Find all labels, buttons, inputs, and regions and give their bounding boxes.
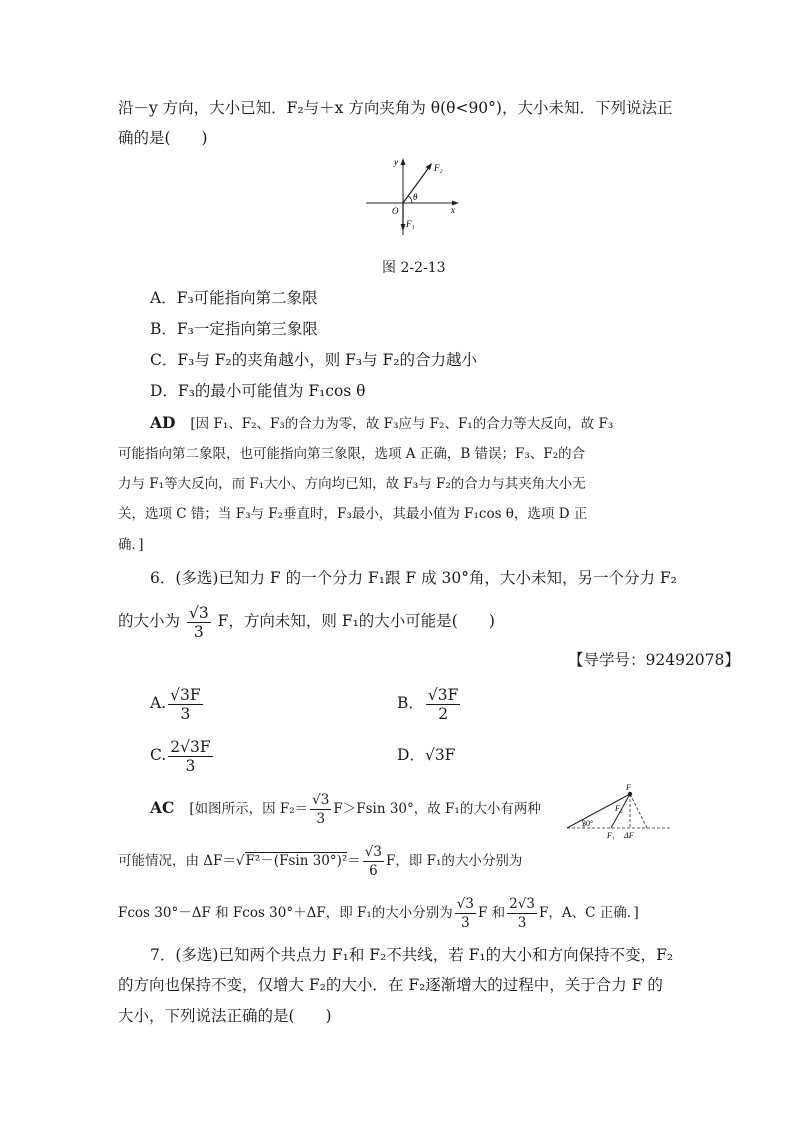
q7-stem-line-2: 的方向也保持不变，仅增大 F₂的大小．在 F₂逐渐增大的过程中，关于合力 F 的 — [118, 976, 663, 994]
q5-stem-line-1: 沿－y 方向，大小已知．F₂与＋x 方向夹角为 θ(θ<90°)，大小未知．下列说法正 — [118, 99, 673, 117]
q5-stem-line-2: 确的是( ) — [118, 129, 208, 147]
fig6-delta-label: ΔF — [624, 831, 634, 840]
q5-option-a: A．F₃可能指向第二象限 — [150, 289, 318, 307]
q6-explanation-line-3: Fcos 30°－ΔF 和 Fcos 30°＋ΔF，即 F₁的大小分别为 $\frac{√3}{3}$ F 和 $\frac{2√3}{3}$ F，A、C 正确．] — [118, 896, 639, 931]
fig-o-label: O — [392, 206, 399, 216]
fig-x-label: x — [451, 205, 455, 215]
figure-caption: 图 2-2-13 — [382, 260, 446, 276]
q5-option-b: B．F₃一定指向第三象限 — [150, 320, 318, 338]
q5-explanation-line-4: 关，选项 C 错；当 F₃与 F₂垂直时，F₃最小，其最小值为 F₁cos θ，选项 D 正 — [118, 506, 588, 522]
q6-option-b: B． $\frac{√3F}{2}$ — [397, 685, 459, 723]
fig6-f-label: F — [626, 783, 631, 792]
q5-option-c: C．F₃与 F₂的夹角越小，则 F₃与 F₂的合力越小 — [150, 351, 478, 369]
q6-stem-fraction: $\frac{√3}{3}$ — [188, 603, 209, 641]
fig-f1-label: F₁ — [406, 219, 415, 229]
q6-answer-tag: AC — [150, 798, 175, 817]
q6-option-a: A. $\frac{√3F}{3}$ — [150, 685, 201, 723]
q6-explanation-line-1: AC [如图所示，因 F₂＝ $\frac{√3}{3}$ F＞Fsin 30°，故 F₁的大小有两种 — [150, 791, 541, 827]
fig6-f1-label: F₁ — [607, 831, 615, 840]
q6-option-c: C. $\frac{2√3F}{3}$ — [150, 737, 211, 775]
figure-2-2-13 — [364, 155, 464, 240]
fig6-f2-label: F₂ — [615, 804, 623, 813]
q6-stem-line-2: 的大小为 $\frac{√3}{3}$ F，方向未知，则 F₁的大小可能是( ) — [118, 603, 495, 641]
q5-explanation-line-3: 力与 F₁等大反向，而 F₁大小、方向均已知，故 F₃与 F₂的合力与其夹角大小无 — [118, 476, 586, 492]
q6-explanation-line-2: 可能情况，由 ΔF＝√F²－(Fsin 30°)²＝ $\frac{√3}{6}$ F，即 F₁的大小分别为 — [118, 844, 523, 879]
q6-explanation-figure — [562, 782, 674, 840]
q7-stem-line-3: 大小，下列说法正确的是( ) — [118, 1007, 332, 1025]
fig-theta-label: θ — [413, 192, 418, 202]
q6-option-d: D．√3F — [397, 746, 456, 764]
q5-explanation-line-2: 可能指向第二象限，也可能指向第三象限，选项 A 正确，B 错误；F₃、F₂的合 — [118, 446, 586, 462]
q5-answer-tag: AD — [150, 413, 176, 432]
guide-number: 【导学号：92492078】 — [568, 651, 740, 669]
q5-explanation-line-5: 确．] — [118, 537, 144, 553]
fig-y-label: y — [394, 157, 398, 167]
q6-stem-line-1: 6．(多选)已知力 F 的一个分力 F₁跟 F 成 30°角，大小未知，另一个分力 F₂ — [150, 569, 677, 587]
q5-explanation-line-1: [因 F₁、F₂、F₃的合力为零，故 F₃应与 F₂、F₁的合力等大反向，故 F₃ — [190, 416, 614, 432]
q7-stem-line-1: 7．(多选)已知两个共点力 F₁和 F₂不共线，若 F₁的大小和方向保持不变，F₂ — [150, 946, 674, 964]
q5-option-d: D．F₃的最小可能值为 F₁cos θ — [150, 382, 366, 400]
fig-f2-label: F₂ — [434, 163, 443, 173]
fig6-angle-label: 30° — [582, 819, 594, 828]
